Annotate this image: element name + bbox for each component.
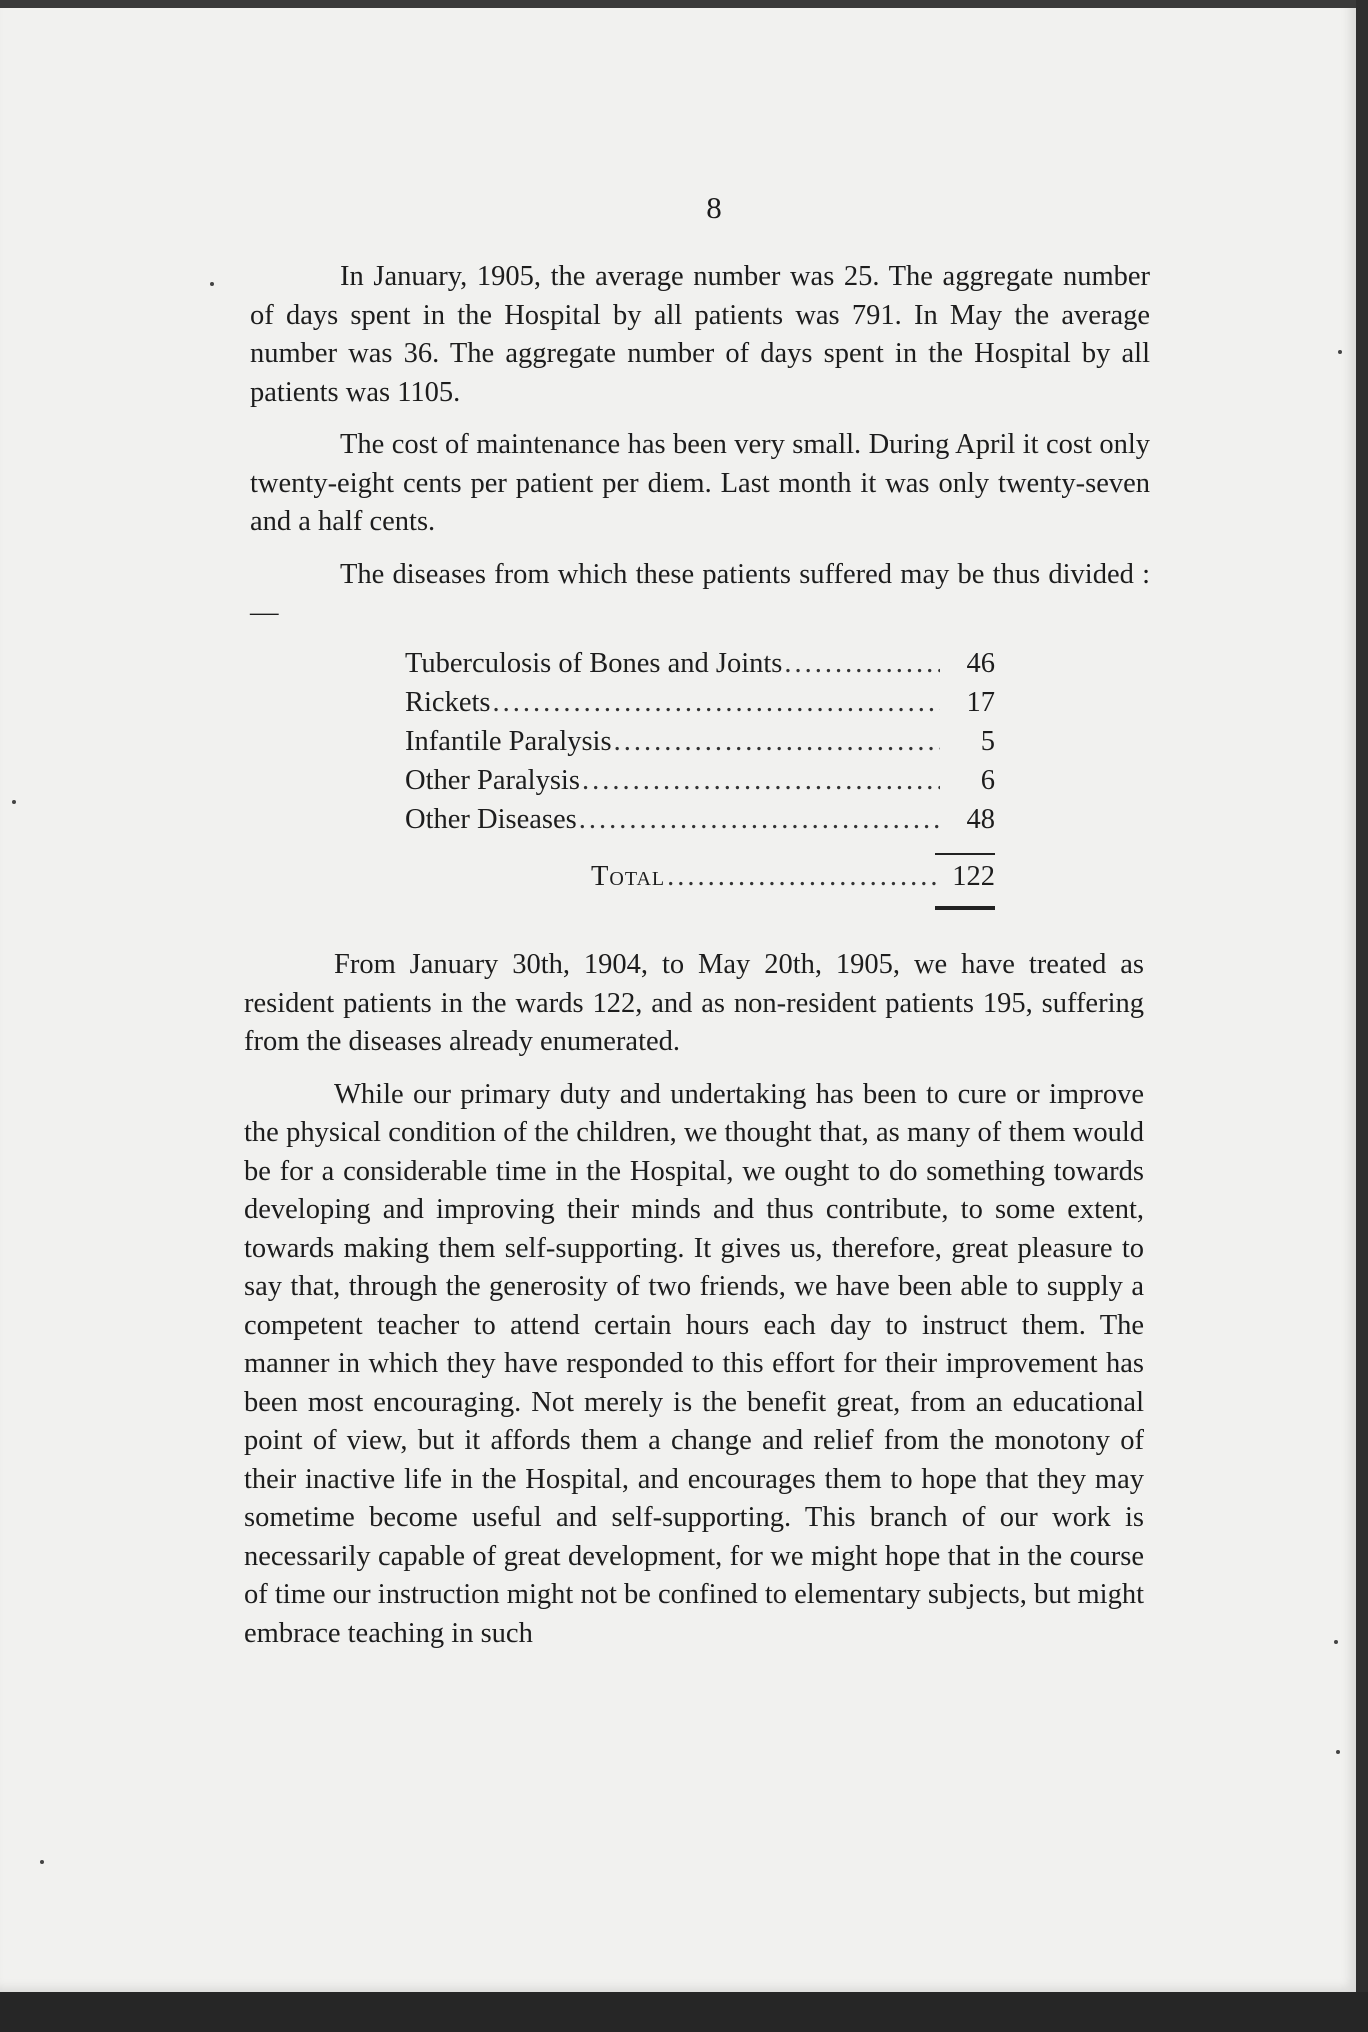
disease-table — [405, 644, 995, 916]
row-value: 6 — [980, 765, 995, 796]
row-label: Other Diseases — [405, 804, 577, 835]
print-speck — [1334, 1640, 1338, 1644]
total-label: Total — [591, 861, 666, 892]
row-label: Infantile Paralysis — [405, 726, 612, 757]
dot-leader — [667, 857, 940, 896]
row-label: Tuberculosis of Bones and Joints — [405, 648, 783, 679]
table-row — [405, 644, 995, 683]
row-value: 46 — [966, 648, 995, 679]
print-speck — [1336, 1750, 1340, 1754]
row-label: Rickets — [405, 687, 491, 718]
print-speck — [1338, 350, 1342, 354]
text-block-bottom — [244, 946, 1144, 1667]
table-row — [405, 683, 995, 722]
row-value: 5 — [980, 726, 995, 757]
print-speck — [210, 282, 214, 286]
row-value: 48 — [966, 804, 995, 835]
row-value: 17 — [966, 687, 995, 718]
dot-leader — [493, 683, 941, 722]
total-double-rule — [405, 896, 995, 916]
scan-border-top — [0, 0, 1368, 8]
print-speck — [40, 1860, 44, 1864]
dot-leader — [579, 800, 940, 839]
dot-leader — [614, 722, 940, 761]
table-row — [405, 722, 995, 761]
scan-border-bottom — [0, 1992, 1368, 2032]
paragraph-attendance: In January, 1905, the average number was 25. The aggregate number of days spent in the Hospital by all patients was 791. In May the average number was 36. The aggregate number of days spent in the Hospital by all patients was 1105. — [250, 261, 1150, 408]
dot-leader — [784, 644, 940, 683]
dot-leader — [582, 761, 940, 800]
table-row — [405, 800, 995, 839]
paragraph-patients-treated: From January 30th, 1904, to May 20th, 1905, we have treated as resident patients in the wards 122, and as non-resident patients 195, suffering from the diseases already enumerated. — [244, 949, 1144, 1057]
total-value: 122 — [952, 861, 995, 892]
table-row — [405, 761, 995, 800]
paragraph-diseases-intro: The diseases from which these patients suffered may be thus divided :— — [250, 558, 1150, 628]
print-speck — [12, 800, 16, 804]
page-number: 8 — [706, 190, 722, 225]
sum-rule — [405, 839, 995, 857]
paragraph-maintenance-cost: The cost of maintenance has been very small. During April it cost only twenty-eight cents per patient per diem. Last month it was only twenty-seven and a half cents. — [250, 429, 1150, 537]
text-block-top — [250, 258, 1150, 647]
row-label: Other Paralysis — [405, 765, 580, 796]
total-row — [405, 857, 995, 896]
paragraph-education: While our primary duty and undertaking has been to cure or improve the physical condition of the children, we thought that, as many of them would be for a considerable time in the Hospital, we ought to do something towards developing and improving their minds and thus contribute, to some extent, towards making them self-supporting. It gives us, therefore, great pleasure to say that, through the generosity of two friends, we have been able to supply a competent teacher to attend certain hours each day to instruct them. The manner in which they have responded to this effort for their improvement has been most encouraging. Not merely is the benefit great, from an educational point of view, but it affords them a change and relief from the monotony of their inactive life in the Hospital, and encourages them to hope that they may sometime become useful and self-supporting. This branch of our work is necessarily capable of great development, for we might hope that in the course of time our instruction might not be confined to elementary subjects, but might embrace teaching in such — [244, 1078, 1144, 1649]
scan-border-right — [1356, 0, 1368, 2032]
